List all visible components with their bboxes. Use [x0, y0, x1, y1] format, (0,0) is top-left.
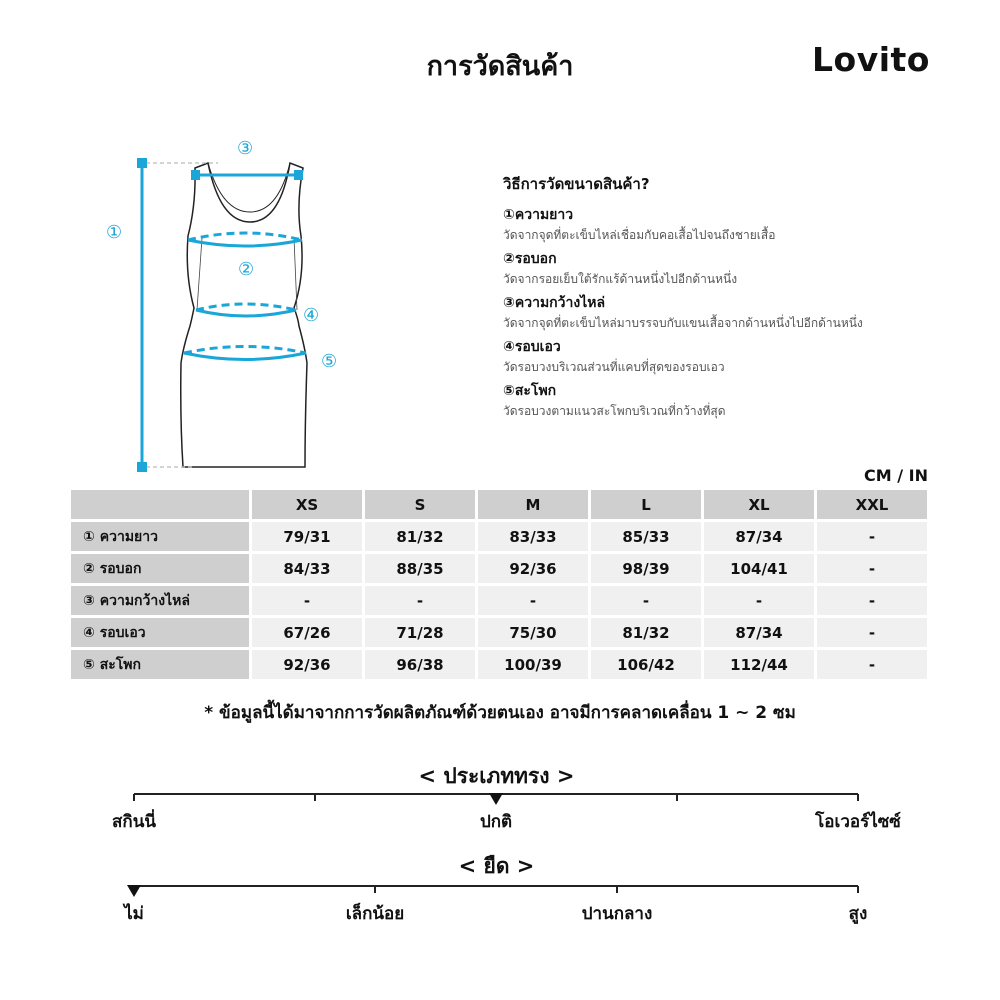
step-waist — [503, 338, 963, 376]
table-cell: 87/34 — [704, 618, 814, 647]
table-cell: - — [817, 618, 927, 647]
row-label: ③ ความกว้างไหล่ — [71, 586, 249, 615]
table-row — [71, 618, 927, 647]
table-cell: 83/33 — [478, 522, 588, 551]
step-hip — [503, 382, 963, 420]
step-title: ④รอบเอว — [503, 339, 561, 355]
table-cell: 75/30 — [478, 618, 588, 647]
table-cell: - — [478, 586, 588, 615]
measurement-note: * ข้อมูลนี้ได้มาจากการวัดผลิตภัณฑ์ด้วยตนเอง อาจมีการคลาดเคลื่อน 1 ~ 2 ซม — [204, 703, 796, 723]
stretch-label-medium: ปานกลาง — [581, 904, 653, 924]
stretch-scale-title: < ยืด > — [458, 854, 535, 878]
how-to-measure — [503, 172, 963, 426]
table-row — [71, 650, 927, 679]
marker-shoulder: ③ — [237, 138, 254, 159]
table-cell: 92/36 — [478, 554, 588, 583]
table-row — [71, 554, 927, 583]
dress-diagram — [100, 130, 360, 480]
stretch-selected-pointer — [127, 885, 141, 897]
step-title: ⑤สะโพก — [503, 383, 557, 399]
step-title: ②รอบอก — [503, 251, 557, 267]
stretch-label-slight: เล็กน้อย — [345, 904, 405, 924]
table-cell: 98/39 — [591, 554, 701, 583]
stretch-label-high: สูง — [848, 904, 868, 924]
row-label: ⑤ สะโพก — [71, 650, 249, 679]
step-description: วัดจากรอยเย็บใต้รักแร้ด้านหนึ่งไปอีกด้านหนึ่ง — [503, 272, 738, 286]
table-cell: 71/28 — [365, 618, 475, 647]
table-cell: 92/36 — [252, 650, 362, 679]
table-row — [71, 586, 927, 615]
table-cell: 81/32 — [365, 522, 475, 551]
row-label: ④ รอบเอว — [71, 618, 249, 647]
step-description: วัดจากจุดที่ตะเข็บไหล่เชื่อมกับคอเสื้อไปจนถึงชายเสื้อ — [503, 228, 776, 242]
table-cell: - — [252, 586, 362, 615]
row-label: ① ความยาว — [71, 522, 249, 551]
table-cell: - — [365, 586, 475, 615]
units-label: CM / IN — [864, 466, 928, 485]
size-header: M — [478, 490, 588, 519]
fit-label-regular: ปกติ — [479, 812, 513, 832]
table-cell: 96/38 — [365, 650, 475, 679]
fit-selected-pointer — [489, 793, 503, 805]
size-header: S — [365, 490, 475, 519]
marker-length: ① — [106, 222, 123, 243]
step-bust — [503, 250, 963, 288]
table-cell: 79/31 — [252, 522, 362, 551]
page-title: การวัดสินค้า — [426, 51, 574, 82]
step-description: วัดรอบวงบริเวณส่วนที่แคบที่สุดของรอบเอว — [503, 360, 725, 374]
step-length — [503, 206, 963, 244]
brand-logo: Lovito — [812, 40, 930, 79]
fit-scale-title: < ประเภททรง > — [418, 764, 575, 788]
table-row — [71, 522, 927, 551]
table-cell: 104/41 — [704, 554, 814, 583]
stretch-scale — [0, 872, 1000, 902]
size-header: XS — [252, 490, 362, 519]
table-cell: - — [591, 586, 701, 615]
step-title: ③ความกว้างไหล่ — [503, 295, 606, 311]
table-cell: - — [817, 522, 927, 551]
size-header: L — [591, 490, 701, 519]
stretch-label-none: ไม่ — [124, 904, 144, 924]
table-cell: - — [817, 554, 927, 583]
table-corner-cell — [71, 490, 249, 519]
table-cell: 87/34 — [704, 522, 814, 551]
table-cell: - — [704, 586, 814, 615]
table-cell: 84/33 — [252, 554, 362, 583]
table-cell: 112/44 — [704, 650, 814, 679]
table-cell: 81/32 — [591, 618, 701, 647]
size-table — [68, 487, 930, 682]
step-shoulder — [503, 294, 963, 332]
marker-bust: ② — [238, 259, 255, 280]
fit-label-oversize: โอเวอร์ไซซ์ — [815, 812, 901, 832]
marker-hip: ⑤ — [321, 351, 338, 372]
how-to-heading: วิธีการวัดขนาดสินค้า? — [503, 175, 650, 193]
size-header: XL — [704, 490, 814, 519]
table-cell: 106/42 — [591, 650, 701, 679]
table-cell: 100/39 — [478, 650, 588, 679]
table-cell: 67/26 — [252, 618, 362, 647]
step-description: วัดรอบวงตามแนวสะโพกบริเวณที่กว้างที่สุด — [503, 404, 726, 418]
fit-scale — [0, 780, 1000, 810]
step-title: ①ความยาว — [503, 207, 574, 223]
marker-waist: ④ — [303, 305, 320, 326]
size-header: XXL — [817, 490, 927, 519]
table-cell: 88/35 — [365, 554, 475, 583]
table-cell: - — [817, 650, 927, 679]
fit-label-skinny: สกินนี่ — [112, 812, 156, 832]
row-label: ② รอบอก — [71, 554, 249, 583]
table-cell: 85/33 — [591, 522, 701, 551]
table-cell: - — [817, 586, 927, 615]
table-header-row — [71, 490, 927, 519]
step-description: วัดจากจุดที่ตะเข็บไหล่มาบรรจบกับแขนเสื้อจากด้านหนึ่งไปอีกด้านหนึ่ง — [503, 316, 863, 330]
